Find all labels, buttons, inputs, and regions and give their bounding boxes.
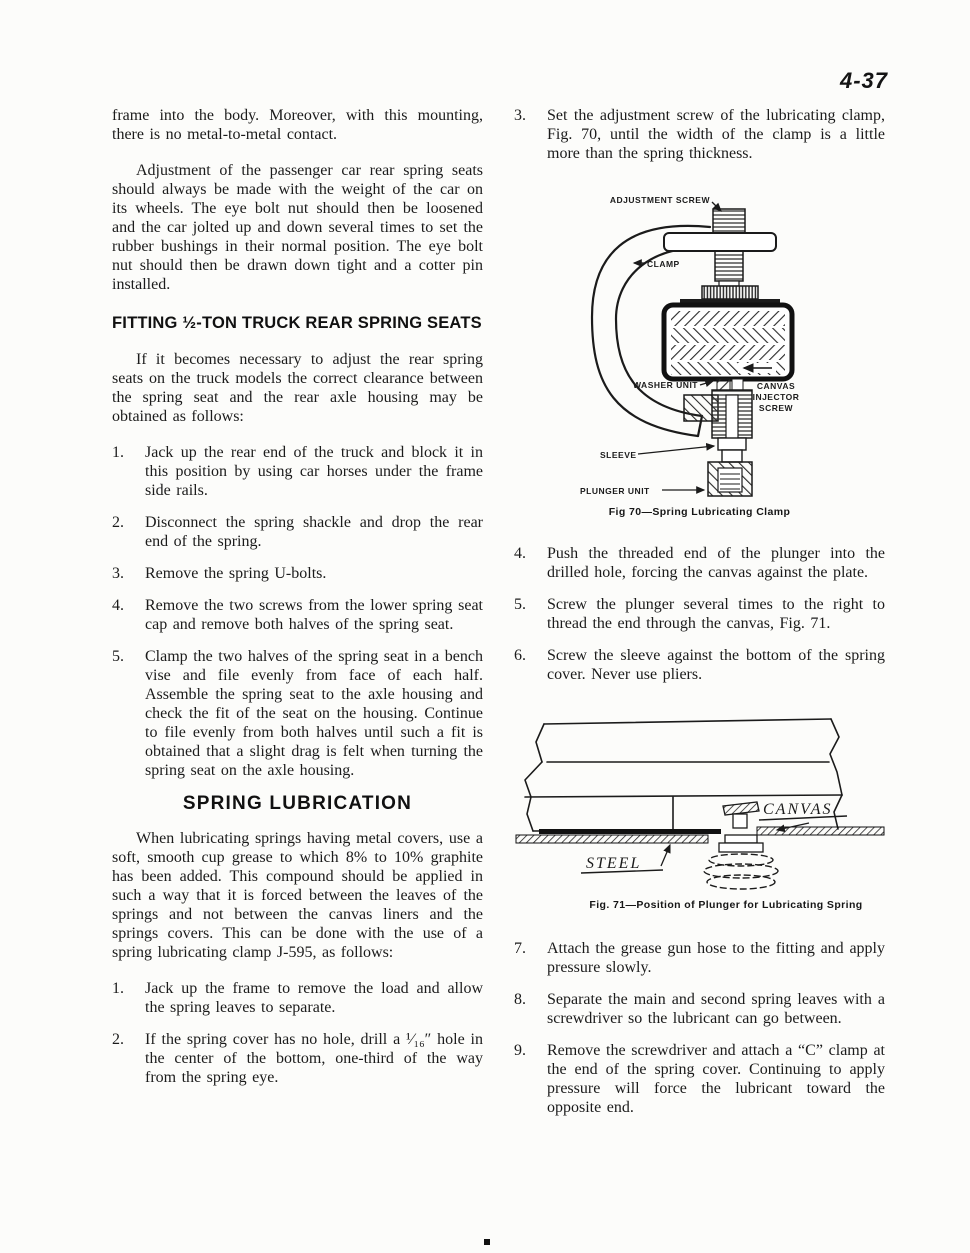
fig71-drawing bbox=[511, 702, 941, 892]
step-item bbox=[514, 544, 885, 582]
step-item bbox=[514, 939, 885, 977]
step-item bbox=[112, 979, 483, 1017]
lubrication-steps-list-left bbox=[112, 979, 483, 1087]
paragraph-lubrication-intro: When lubricating springs having metal covers, use a soft, smooth cup grease to which 8% to 10% graphite has been added. This compound should be applied in such a way that it is forced between the leaves of the springs and not between the canvas liners and the springs covers. This can be done with the use of a spring lubricating clamp J-595, as follows: bbox=[112, 830, 483, 961]
step-text: Disconnect the spring shackle and drop the rear end of the spring. bbox=[145, 514, 483, 550]
step-item bbox=[112, 1030, 483, 1087]
canvas-liner bbox=[539, 827, 884, 835]
step-text: Separate the main and second spring leaves with a screwdriver so the lubricant can go between. bbox=[547, 991, 885, 1027]
paragraph-continuation: frame into the body. Moreover, with this mounting, there is no metal-to-metal contact. bbox=[112, 107, 483, 143]
canvas-label: CANVAS bbox=[763, 801, 833, 818]
page-number: 4-37 bbox=[840, 68, 889, 93]
heading-spring-lubrication: SPRING LUBRICATION bbox=[182, 793, 413, 814]
paragraph-adjustment: Adjustment of the passenger car rear spring seats should always be made with the weight of the car on its wheels. The eye bolt nut should then be loosened and the car jolted up and down several times to set the rubber bushings in their normal position. The eye bolt nut should then be drawn down tight and a cotter pin installed. bbox=[112, 162, 483, 293]
step-item bbox=[514, 990, 885, 1028]
step-text: Screw the sleeve against the bottom of the spring cover. Never use pliers. bbox=[547, 647, 885, 683]
figure-71-caption: Fig. 71—Position of Plunger for Lubricating Spring bbox=[589, 899, 863, 911]
canvas-injector-screw-label: INJECTOR bbox=[752, 392, 800, 402]
sleeve-label: SLEEVE bbox=[600, 450, 637, 460]
step-number: 4. bbox=[514, 545, 526, 562]
right-column bbox=[514, 106, 885, 1130]
heading-fitting-spring-seats: FITTING ½-TON TRUCK REAR SPRING SEATS bbox=[112, 314, 482, 332]
step-text: Remove the two screws from the lower spring seat cap and remove both halves of the spring seat. bbox=[145, 597, 483, 633]
step-item bbox=[112, 443, 483, 500]
step-number: 7. bbox=[514, 940, 526, 957]
steel-label: STEEL bbox=[586, 855, 642, 872]
step-number: 1. bbox=[112, 444, 124, 461]
fitting-steps-list bbox=[112, 443, 483, 780]
steel-liner bbox=[516, 835, 708, 843]
step-text: Remove the screwdriver and attach a “C” clamp at the end of the spring cover. Continuing to apply pressure will force the lubricant toward the opposite end. bbox=[547, 1042, 885, 1116]
step-item bbox=[514, 646, 885, 684]
step-number: 8. bbox=[514, 991, 526, 1008]
step-text: Clamp the two halves of the spring seat in a bench vise and file evenly from face of each half. Assemble the spring seat to the axle housing and check the fit of the seat on the housing. Continue to file evenly from both halves until such a fit is obtained that a slight drag is felt when turning the spring seat on the axle housing. bbox=[145, 648, 483, 779]
step-number: 2. bbox=[112, 514, 124, 531]
step-item bbox=[514, 595, 885, 633]
step-text: Remove the spring U-bolts. bbox=[145, 565, 327, 582]
step-item bbox=[112, 596, 483, 634]
canvas-injector-screw-label: CANVAS bbox=[756, 381, 796, 391]
step-number: 3. bbox=[112, 565, 124, 582]
paragraph-fitting-intro: If it becomes necessary to adjust the rear spring seats on the truck models the correct clearance between the spring seat and the rear axle housing may be obtained as follows: bbox=[112, 351, 483, 425]
step-item bbox=[112, 513, 483, 551]
adjustment-screw-assembly bbox=[664, 209, 780, 305]
step-number: 4. bbox=[112, 597, 124, 614]
washer-unit-label: WASHER UNIT bbox=[633, 380, 698, 390]
step-text: Set the adjustment screw of the lubricating clamp, Fig. 70, until the width of the clamp is a little more than the spring thickness. bbox=[547, 107, 885, 162]
clamp-label: CLAMP bbox=[647, 259, 680, 269]
step-number: 5. bbox=[514, 596, 526, 613]
step-number: 5. bbox=[112, 648, 124, 665]
step-text: If the spring cover has no hole, drill a ¹⁄₁₆″ hole in the center of the bottom, one-third of the way from the spring eye. bbox=[145, 1031, 483, 1086]
adjustment-screw-label: ADJUSTMENT SCREW bbox=[609, 195, 710, 205]
plunger-unit-label: PLUNGER UNIT bbox=[580, 486, 650, 496]
step-item bbox=[112, 564, 483, 583]
page-end-mark bbox=[484, 1239, 490, 1245]
step-text: Push the threaded end of the plunger into the drilled hole, forcing the canvas against the plate. bbox=[547, 545, 885, 581]
step-number: 2. bbox=[112, 1031, 124, 1048]
step-text: Screw the plunger several times to the right to thread the end through the canvas, Fig. 71. bbox=[547, 596, 885, 632]
canvas-injector-screw-label: SCREW bbox=[758, 403, 794, 413]
step-text: Jack up the frame to remove the load and allow the spring leaves to separate. bbox=[145, 980, 483, 1016]
step-item bbox=[514, 1041, 885, 1117]
step-number: 9. bbox=[514, 1042, 526, 1059]
fig70-drawing bbox=[514, 189, 886, 505]
step-item bbox=[112, 647, 483, 780]
step-number: 3. bbox=[514, 107, 526, 124]
plunger-shaft-assembly bbox=[708, 390, 752, 496]
step-number: 1. bbox=[112, 980, 124, 997]
figure-70-caption: Fig 70—Spring Lubricating Clamp bbox=[608, 506, 791, 518]
step-text: Jack up the rear end of the truck and block it in this position by using car horses under the frame side rails. bbox=[145, 444, 483, 499]
figure-71-plunger-position bbox=[511, 702, 941, 911]
step-text: Attach the grease gun hose to the fitting and apply pressure slowly. bbox=[547, 940, 885, 976]
step-item bbox=[514, 106, 885, 163]
left-column bbox=[112, 106, 483, 1100]
step-number: 6. bbox=[514, 647, 526, 664]
spring-cover-pack bbox=[664, 305, 792, 379]
figure-70-spring-lubricating-clamp bbox=[514, 189, 885, 518]
